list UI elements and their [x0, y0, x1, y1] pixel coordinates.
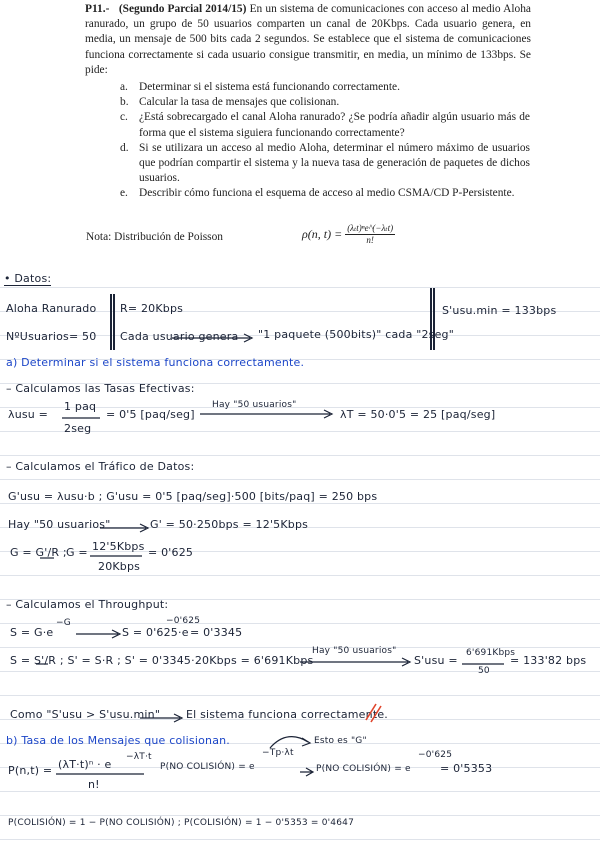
- part-b-heading: b) Tasa de los Mensajes que colisionan.: [6, 734, 230, 747]
- p-formula-lhs: P(n,t) =: [8, 764, 53, 777]
- part-a-heading: a) Determinar si el sistema funciona correctamente.: [6, 356, 305, 369]
- p-no-col2: P(NO COLISIÓN) = e: [316, 764, 411, 774]
- arrow-cada-usuario: [172, 334, 252, 342]
- poisson-formula: [302, 223, 395, 246]
- item-text: Describir cómo funciona el esquema de acceso al medio CSMA/CD P-Persistente.: [139, 187, 515, 200]
- red-check-mark: [366, 704, 381, 722]
- lambda-usu-val: = 0'5 [paq/seg]: [106, 408, 195, 421]
- s-eq-exp: −G: [56, 618, 71, 628]
- s-res: = 0'3345: [190, 626, 243, 639]
- nusuarios-label: NºUsuarios= 50: [6, 330, 97, 343]
- handwriting-strokes: [0, 258, 600, 848]
- problem-item-d: [120, 141, 530, 187]
- arrow-hay-50-c: [300, 658, 410, 666]
- item-text: ¿Está sobrecargado el canal Aloha ranurado? ¿Se podría añadir algún usuario más de forma que el sistema siguiera funcionando correctamente?: [139, 111, 530, 139]
- g-prime: G' = 50·250bps = 12'5Kbps: [150, 518, 309, 531]
- problem-subtitle: (Segundo Parcial 2014/15): [118, 3, 247, 15]
- hay-50-a: Hay "50 usuarios": [212, 400, 297, 410]
- item-marker: d.: [120, 141, 129, 154]
- lambda-t: λT = 50·0'5 = 25 [paq/seg]: [340, 408, 496, 421]
- s-usu-val: = 133'82 bps: [510, 654, 587, 667]
- g-frac-den: 20Kbps: [98, 560, 141, 573]
- problem-text: En un sistema de comunicaciones con acceso al medio Aloha ranurado, un grupo de 50 usuarios comparten un canal de 20Kbps. Cada usuario genera, en media, un mensaje de 500 bits cada 2 segundos. Se establece que el sistema de comunicaciones funciona correctamente si cada usuario consigue transmitir, en media, un mínimo de 133bps. Se pide:: [85, 3, 531, 76]
- s-val: S = 0'625·e: [122, 626, 189, 639]
- p-no-col-exp: −Tp·λt: [262, 748, 294, 758]
- g-val: = 0'625: [148, 546, 194, 559]
- item-marker: e.: [120, 187, 128, 200]
- arrow-esto-es: [270, 737, 310, 748]
- s-val-exp: −0'625: [166, 616, 201, 626]
- problem-item-b: [120, 95, 530, 110]
- como-label: Como "S'usu > S'usu.min": [10, 708, 161, 721]
- p-col: P(COLISIÓN) = 1 − P(NO COLISIÓN) ; P(COLISIÓN) = 1 − 0'5353 = 0'4647: [8, 818, 355, 828]
- trafico-heading: – Calculamos el Tráfico de Datos:: [6, 460, 195, 473]
- lambda-usu: λusu =: [8, 408, 49, 421]
- p-no-col: P(NO COLISIÓN) = e: [160, 762, 255, 772]
- arrow-p-no-col: [300, 768, 313, 776]
- tasas-heading: – Calculamos las Tasas Efectivas:: [6, 382, 195, 395]
- handwritten-notes: [0, 258, 600, 848]
- datos-heading: • Datos:: [4, 272, 52, 285]
- formula-fraction: [345, 223, 395, 246]
- r-label: R= 20Kbps: [120, 302, 184, 315]
- formula-lhs: ρ(n, t) =: [302, 227, 343, 241]
- frac1-den: 2seg: [64, 422, 92, 435]
- p-formula-num: (λT·t)ⁿ · e: [58, 758, 112, 771]
- esto-es-label: Esto es "G": [314, 736, 367, 746]
- throughput-heading: – Calculamos el Throughput:: [6, 598, 169, 611]
- formula-denominator: n!: [366, 235, 374, 245]
- formula-numerator: (λₜt)ⁿe^(−λₜt): [347, 223, 394, 233]
- problem-item-a: [120, 80, 530, 95]
- p-no-col2-exp: −0'625: [418, 750, 453, 760]
- arrow-hay-50-b: [100, 524, 148, 532]
- item-text: Si se utilizara un acceso al medio Aloha, determinar el número máximo de usuarios que podrían compartir el sistema y la nueva tasa de generación de paquetes de dichos usuarios.: [139, 141, 530, 185]
- problem-intro: [85, 2, 531, 78]
- arrow-s-eq: [76, 630, 120, 638]
- s-eq: S = G·e: [10, 626, 54, 639]
- arrow-como: [140, 714, 182, 722]
- arrow-hay-50-a: [200, 410, 332, 418]
- item-marker: a.: [120, 81, 128, 93]
- p-no-col2-val: = 0'5353: [440, 762, 493, 775]
- paquete-label: "1 paquete (500bits)" cada "2seg": [258, 328, 455, 341]
- item-text: Calcular la tasa de mensajes que colisionan.: [139, 96, 340, 109]
- s-usu-den: 50: [478, 666, 490, 676]
- frac1-num: 1 paq: [64, 400, 97, 413]
- problem-item-c: [120, 110, 530, 140]
- s-min-label: S'usu.min = 133bps: [442, 304, 557, 317]
- aloha-label: Aloha Ranurado: [6, 302, 97, 315]
- item-marker: b.: [120, 96, 129, 109]
- s2-eq: S = S'/R ; S' = S·R ; S' = 0'3345·20Kbps = 6'691Kbps: [10, 654, 314, 667]
- item-text: Determinar si el sistema está funcionando correctamente.: [139, 81, 400, 93]
- g-usu: G'usu = λusu·b ; G'usu = 0'5 [paq/seg]·500 [bits/paq] = 250 bps: [8, 490, 378, 503]
- poisson-note: Nota: Distribución de Poisson: [86, 231, 223, 243]
- problem-title: P11.-: [85, 3, 110, 15]
- printed-problem: [0, 0, 600, 258]
- cada-usuario-label: Cada usuario genera: [120, 330, 239, 343]
- problem-item-e: [120, 186, 530, 201]
- s-usu-num: 6'691Kbps: [466, 648, 516, 658]
- conclusion: El sistema funciona correctamente.: [186, 708, 389, 721]
- p-formula-num-exp: −λT·t: [126, 752, 152, 762]
- p-formula-den: n!: [88, 778, 100, 791]
- g-frac-num: 12'5Kbps: [92, 540, 145, 553]
- g-eq2-lhs: G =: [66, 546, 88, 559]
- g-eq1: G = G'/R ;: [10, 546, 67, 559]
- s-usu: S'usu =: [414, 654, 458, 667]
- hay-50-b: Hay "50 usuarios": [8, 518, 111, 531]
- item-marker: c.: [120, 111, 128, 124]
- problem-items: [120, 80, 530, 202]
- hay-50-c: Hay "50 usuarios": [312, 646, 397, 656]
